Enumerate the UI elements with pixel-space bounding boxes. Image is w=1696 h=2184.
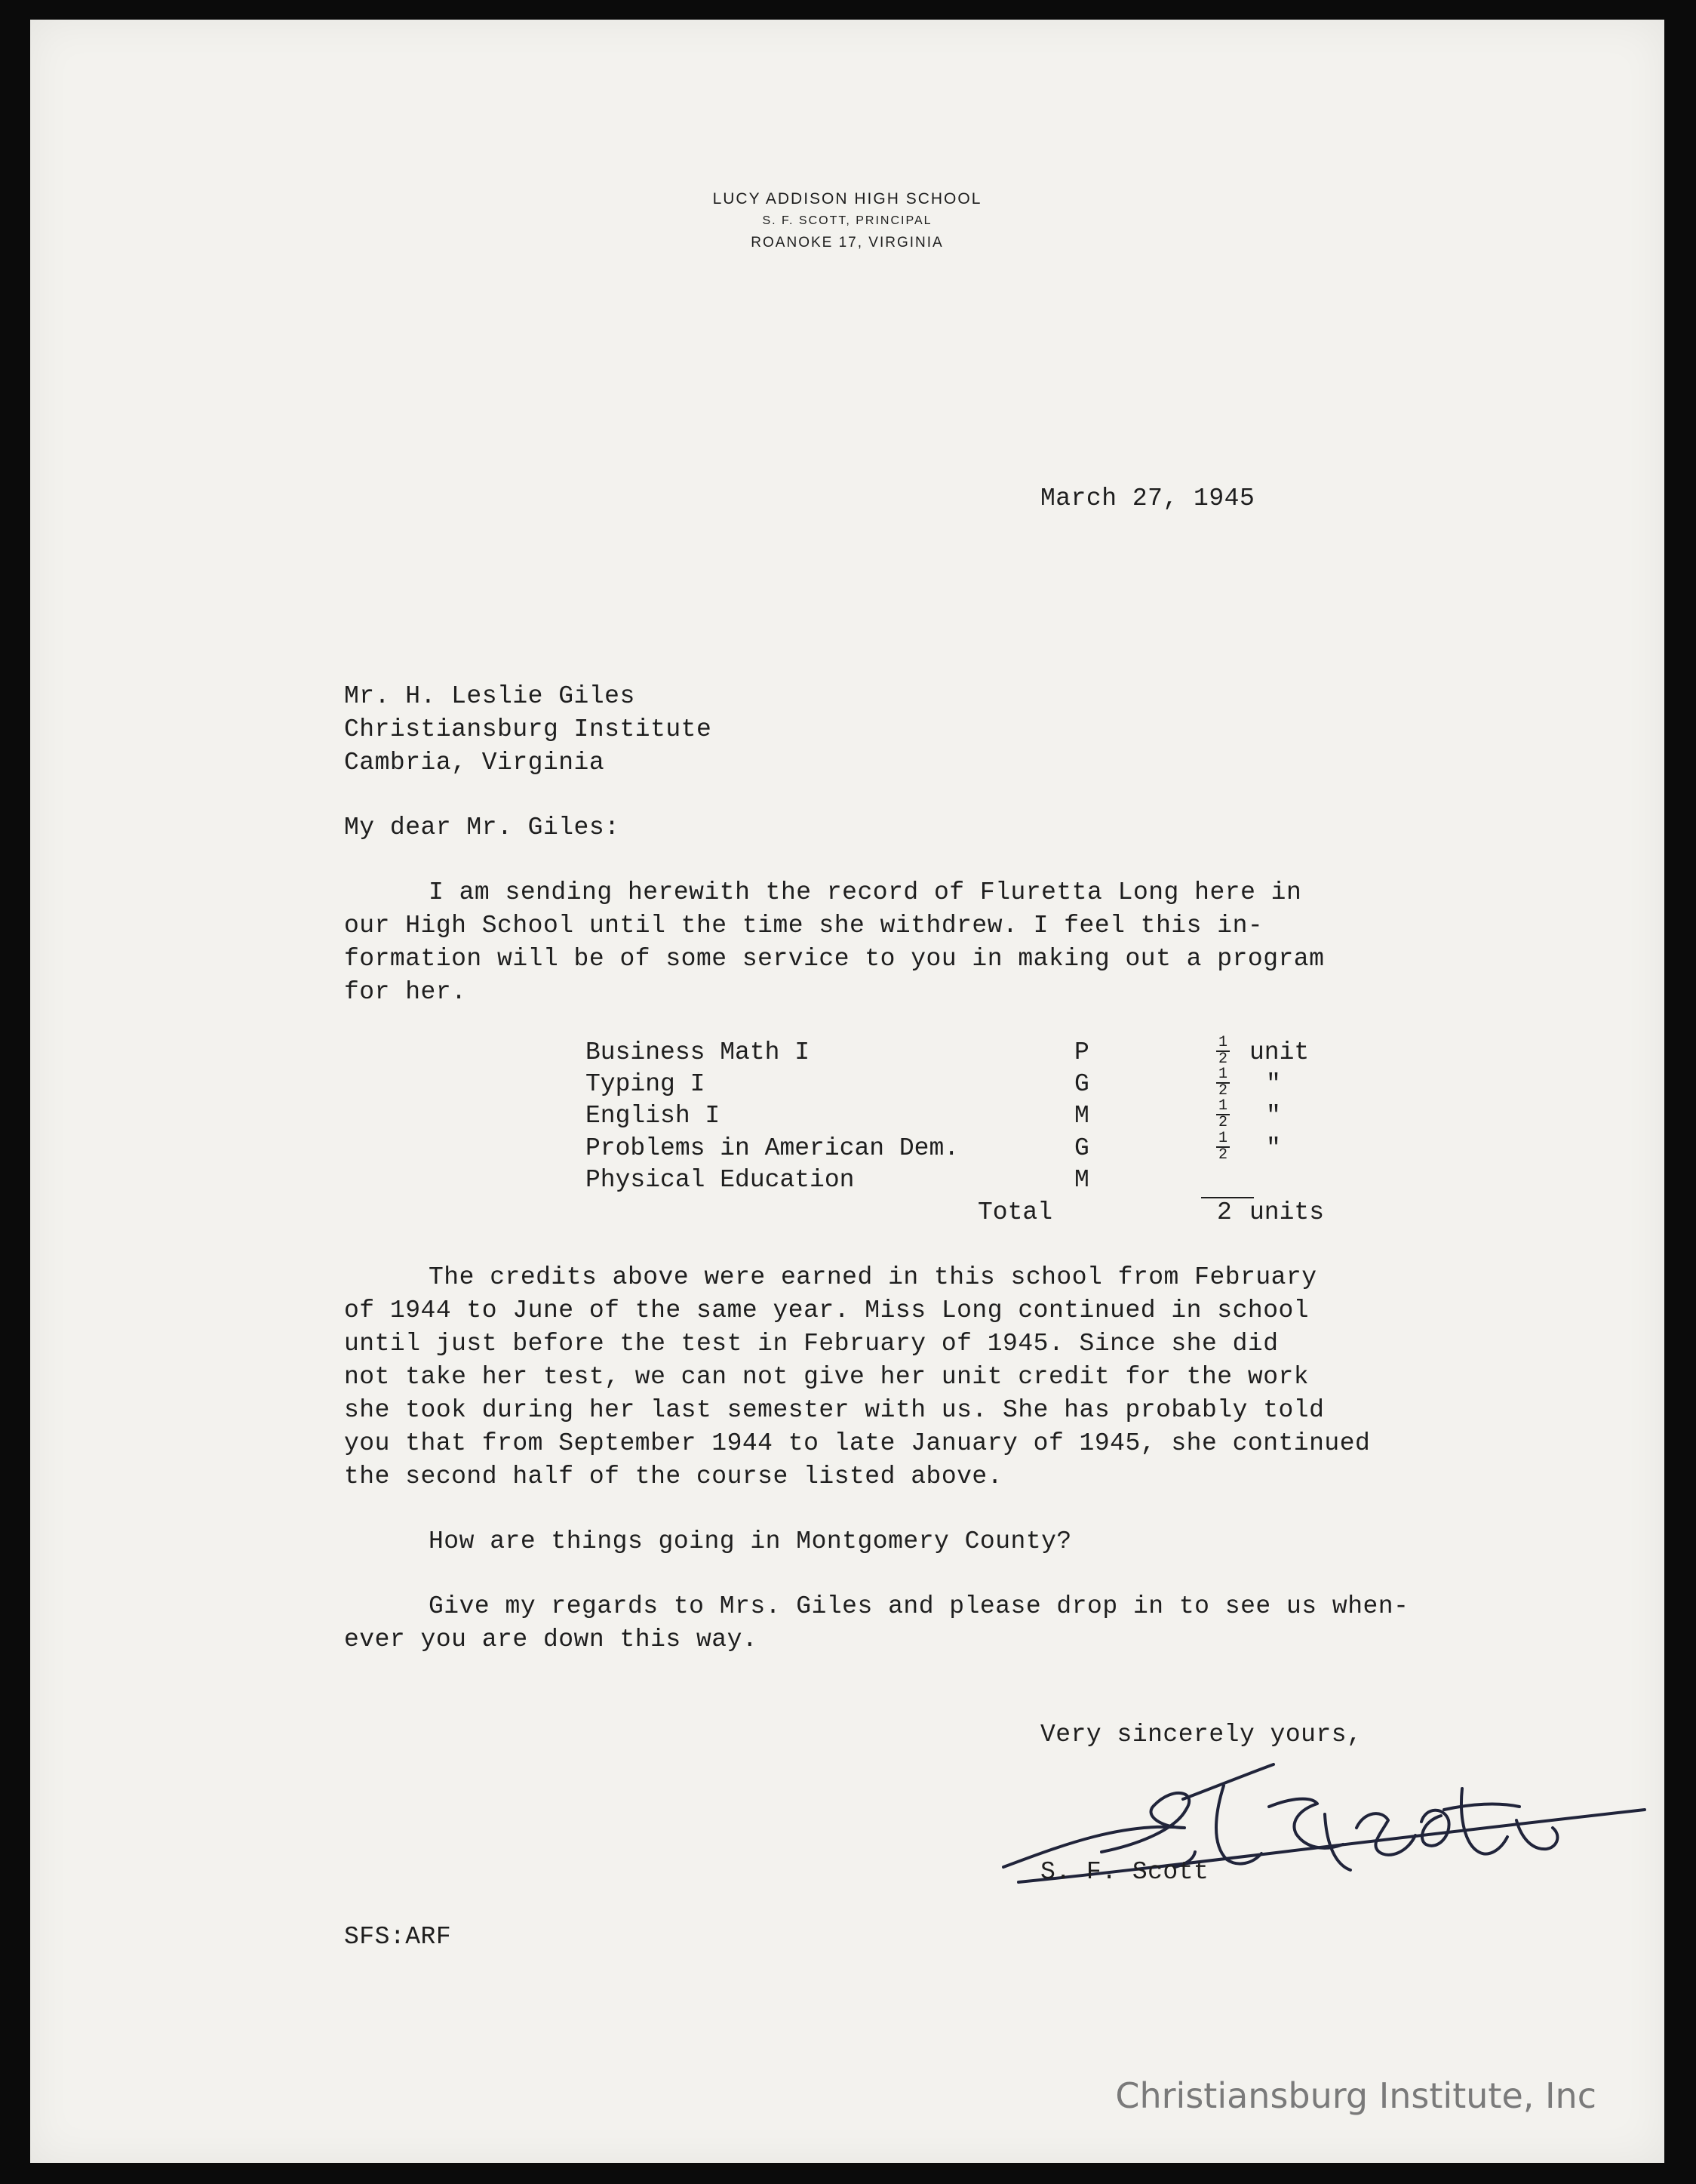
paragraph3: How are things going in Montgomery County? xyxy=(429,1527,1072,1555)
recipient-city: Cambria, Virginia xyxy=(344,749,605,777)
paragraph1-line: for her. xyxy=(344,978,467,1006)
course-unit: " xyxy=(1266,1102,1281,1130)
course-name: Typing I xyxy=(585,1070,705,1098)
course-credit xyxy=(1214,1099,1232,1130)
paragraph2-line: you that from September 1944 to late January of 1945, she continued xyxy=(344,1429,1371,1457)
letterhead-school: LUCY ADDISON HIGH SCHOOL xyxy=(712,190,982,208)
total-value: 2 xyxy=(1217,1198,1232,1226)
course-credit xyxy=(1214,1035,1232,1067)
paragraph2-line: The credits above were earned in this school from February xyxy=(429,1263,1317,1291)
paragraph1-line: formation will be of some service to you in making out a program xyxy=(344,945,1325,973)
typist-initials: SFS:ARF xyxy=(344,1923,452,1951)
signer-name: S. F. Scott xyxy=(1040,1858,1209,1886)
credit-denominator: 2 xyxy=(1216,1114,1230,1130)
paragraph2-line: not take her test, we can not give her unit credit for the work xyxy=(344,1363,1310,1391)
credit-denominator: 2 xyxy=(1216,1050,1230,1067)
watermark: Christiansburg Institute, Inc xyxy=(1115,2075,1596,2116)
letter-page xyxy=(30,20,1664,2163)
credit-denominator: 2 xyxy=(1216,1082,1230,1099)
paragraph2-line: of 1944 to June of the same year. Miss Long continued in school xyxy=(344,1297,1310,1324)
letterhead-principal: S. F. SCOTT, PRINCIPAL xyxy=(762,214,932,227)
paragraph1-line: I am sending herewith the record of Fluretta Long here in xyxy=(429,878,1302,906)
course-name: Physical Education xyxy=(585,1166,855,1194)
course-grade: G xyxy=(1074,1134,1089,1162)
recipient-institution: Christiansburg Institute xyxy=(344,715,712,743)
paragraph4-line: Give my regards to Mrs. Giles and please drop in to see us when- xyxy=(429,1592,1409,1620)
total-unit: units xyxy=(1249,1198,1325,1226)
credit-numerator: 1 xyxy=(1218,1034,1227,1051)
paragraph4-line: ever you are down this way. xyxy=(344,1626,758,1653)
course-name: Problems in American Dem. xyxy=(585,1134,960,1162)
course-grade: M xyxy=(1074,1102,1089,1130)
paragraph2-line: until just before the test in February of 1945. Since she did xyxy=(344,1330,1279,1358)
credit-numerator: 1 xyxy=(1218,1066,1227,1083)
course-unit: unit xyxy=(1249,1038,1310,1066)
credit-numerator: 1 xyxy=(1218,1097,1227,1115)
salutation: My dear Mr. Giles: xyxy=(344,814,620,841)
total-label: Total xyxy=(978,1198,1053,1226)
letter-date: March 27, 1945 xyxy=(1040,484,1255,512)
paragraph1-line: our High School until the time she withdrew. I feel this in- xyxy=(344,912,1264,940)
credit-denominator: 2 xyxy=(1216,1146,1230,1163)
course-credit xyxy=(1214,1131,1232,1163)
course-unit: " xyxy=(1266,1134,1281,1162)
letterhead-location: ROANOKE 17, VIRGINIA xyxy=(751,235,944,251)
handwritten-signature xyxy=(988,1731,1660,1920)
course-credit xyxy=(1214,1067,1232,1099)
recipient-name: Mr. H. Leslie Giles xyxy=(344,682,635,710)
credit-numerator: 1 xyxy=(1218,1130,1227,1147)
course-unit: " xyxy=(1266,1070,1281,1098)
course-name: Business Math I xyxy=(585,1038,810,1066)
course-grade: G xyxy=(1074,1070,1089,1098)
paragraph2-line: she took during her last semester with us. She has probably told xyxy=(344,1396,1325,1424)
paragraph2-line: the second half of the course listed above. xyxy=(344,1463,1003,1490)
course-grade: M xyxy=(1074,1166,1089,1194)
closing: Very sincerely yours, xyxy=(1040,1721,1363,1749)
course-grade: P xyxy=(1074,1038,1089,1066)
course-name: English I xyxy=(585,1102,720,1130)
